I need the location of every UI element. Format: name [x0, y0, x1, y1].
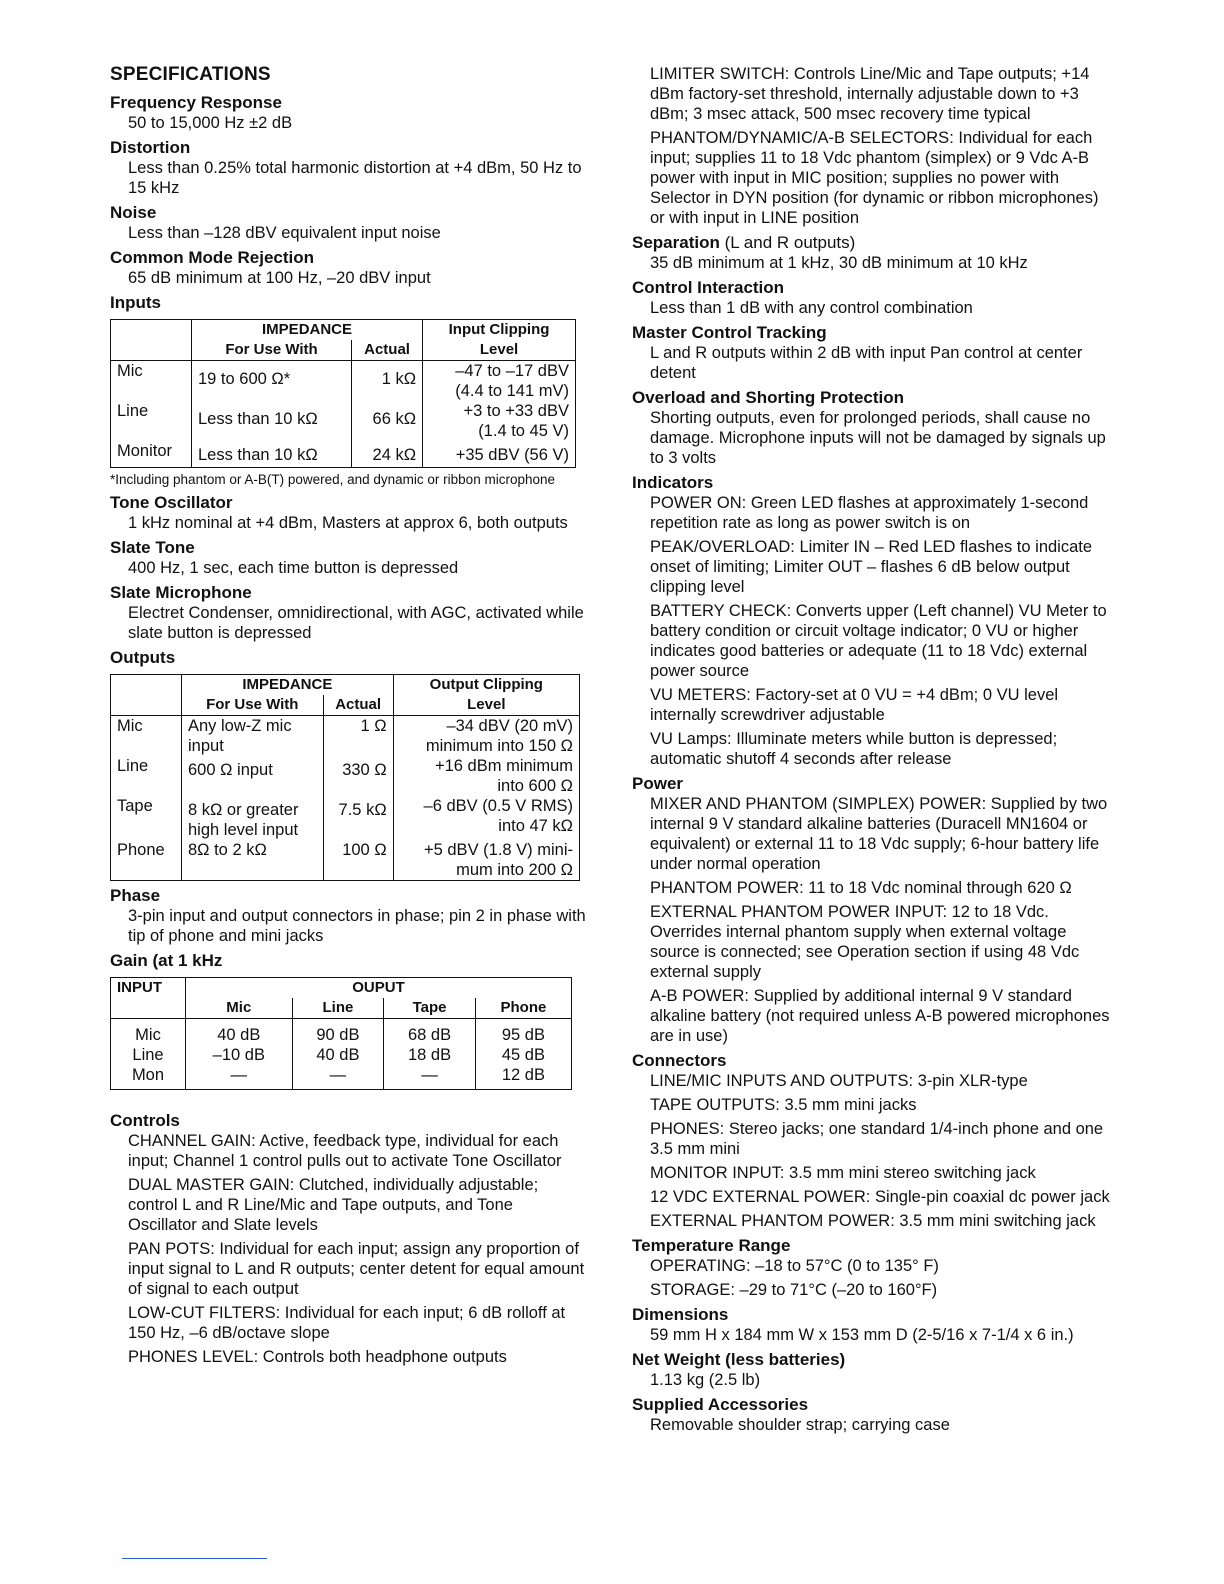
row-label: Phone — [111, 840, 182, 881]
table-cell: 90 dB — [292, 1019, 384, 1046]
row-use-line2: high level input — [188, 821, 299, 839]
row-label: Mon — [111, 1065, 186, 1090]
spec-phase — [110, 885, 586, 946]
spec-heading-suffix: (L and R outputs) — [719, 233, 856, 252]
gain-col-head: Line — [292, 998, 384, 1019]
row-level-line2: minimum into 150 Ω — [425, 737, 573, 755]
spec-master-control-tracking — [632, 322, 1112, 383]
spec-item: PHONES: Stereo jacks; one standard 1/4-inch phone and one 3.5 mm mini — [650, 1120, 1104, 1158]
gain-col-head: Mic — [186, 998, 293, 1019]
row-level-line2: (4.4 to 141 mV) — [455, 382, 569, 400]
row-use: 600 Ω input — [182, 756, 324, 796]
spec-control-interaction — [632, 277, 1112, 318]
table-row — [111, 1065, 572, 1090]
spec-item: PEAK/OVERLOAD: Limiter IN – Red LED flashes to indicate onset of limiting; Limiter OUT – flashes 6 dB below output clipping level — [650, 538, 1093, 596]
row-label: Line — [111, 1045, 186, 1065]
table-cell: 68 dB — [384, 1019, 476, 1046]
spec-heading: Controls — [110, 1111, 180, 1130]
row-level-line1: +16 dBm minimum — [434, 757, 573, 775]
row-use — [182, 796, 324, 840]
spec-heading: Noise — [110, 203, 157, 222]
spec-overload-protection — [632, 387, 1112, 468]
row-label: Line — [111, 401, 192, 441]
table-cell: 40 dB — [186, 1019, 293, 1046]
spec-temperature-range — [632, 1235, 1112, 1300]
row-label: Monitor — [111, 441, 192, 468]
spec-controls — [110, 1110, 586, 1367]
spec-gain — [110, 950, 586, 1090]
row-use-line1: 8 kΩ or greater — [188, 801, 299, 819]
row-level-line1: –6 dBV (0.5 V RMS) — [423, 797, 573, 815]
spec-heading — [632, 232, 1112, 253]
spec-heading: Gain (at 1 kHz — [110, 951, 223, 970]
spec-distortion — [110, 137, 586, 198]
spec-heading: Common Mode Rejection — [110, 248, 315, 267]
inputs-head-level: Level — [479, 341, 519, 358]
spec-tone-oscillator — [110, 492, 586, 533]
spec-indicators — [632, 472, 1112, 769]
row-actual: 1 kΩ — [352, 361, 423, 402]
row-label: Line — [111, 756, 182, 796]
inputs-footnote: *Including phantom or A-B(T) powered, and dynamic or ribbon microphone — [110, 472, 555, 487]
spec-value: 65 dB minimum at 100 Hz, –20 dBV input — [128, 269, 431, 287]
spec-controls-continued — [632, 64, 1112, 228]
row-actual: 330 Ω — [323, 756, 393, 796]
row-level-line2: (1.4 to 45 V) — [478, 422, 569, 440]
row-actual: 24 kΩ — [352, 441, 423, 468]
spec-item: PHANTOM POWER: 11 to 18 Vdc nominal through 620 Ω — [650, 879, 1072, 897]
spec-connectors — [632, 1050, 1112, 1231]
inputs-corner-cell — [111, 320, 192, 361]
gain-head-input: INPUT — [111, 978, 186, 999]
table-row — [111, 361, 576, 402]
outputs-head-clip: Output Clipping — [393, 675, 579, 696]
spec-item: LINE/MIC INPUTS AND OUTPUTS: 3-pin XLR-type — [650, 1072, 1028, 1090]
table-row — [111, 441, 576, 468]
footer-rule — [122, 1558, 267, 1559]
row-level: +35 dBV (56 V) — [455, 446, 569, 464]
spec-heading: Slate Tone — [110, 538, 195, 557]
row-level-line2: into 47 kΩ — [498, 817, 573, 835]
spec-heading: Slate Microphone — [110, 583, 252, 602]
spec-common-mode-rejection — [110, 247, 586, 288]
gain-col-head: Tape — [384, 998, 476, 1019]
row-actual: 66 kΩ — [352, 401, 423, 441]
spec-item: BATTERY CHECK: Converts upper (Left channel) VU Meter to battery condition or circuit voltage indicator; 0 VU or higher indicates good batteries or adequate (11 to 18 Vdc) external power source — [650, 602, 1107, 680]
spec-value: Less than –128 dBV equivalent input noise — [128, 224, 441, 242]
row-use: 19 to 600 Ω* — [192, 361, 352, 402]
row-use: 8Ω to 2 kΩ — [182, 840, 324, 881]
table-cell: 18 dB — [384, 1045, 476, 1065]
spec-heading: Indicators — [632, 473, 714, 492]
row-level — [393, 840, 579, 881]
spec-item: CHANNEL GAIN: Active, feedback type, individual for each input; Channel 1 control pulls out to activate Tone Oscillator — [128, 1132, 562, 1170]
row-level — [423, 401, 576, 441]
table-cell: — — [384, 1065, 476, 1090]
row-level — [393, 796, 579, 840]
row-level-line2: into 600 Ω — [497, 777, 573, 795]
spec-item: EXTERNAL PHANTOM POWER: 3.5 mm mini switching jack — [650, 1212, 1096, 1230]
spec-heading: Master Control Tracking — [632, 323, 827, 342]
spec-item: OPERATING: –18 to 57°C (0 to 135° F) — [650, 1257, 939, 1275]
spec-heading: Inputs — [110, 293, 161, 312]
row-label: Tape — [111, 796, 182, 840]
spec-item: STORAGE: –29 to 71°C (–20 to 160°F) — [650, 1281, 938, 1299]
spec-value: Removable shoulder strap; carrying case — [650, 1416, 950, 1434]
table-row — [111, 1019, 572, 1046]
spec-item: 12 VDC EXTERNAL POWER: Single-pin coaxial dc power jack — [650, 1188, 1110, 1206]
spec-item: MIXER AND PHANTOM (SIMPLEX) POWER: Supplied by two internal 9 V standard alkaline batteries (Duracell MN1604 or equivalent) or external 11 to 18 Vdc supply; 6-hour battery life under normal operation — [650, 795, 1108, 873]
row-level-line1: +3 to +33 dBV — [463, 402, 569, 420]
row-actual: 100 Ω — [323, 840, 393, 881]
row-use-line2: input — [188, 737, 224, 755]
spec-item: POWER ON: Green LED flashes at approximately 1-second repetition rate as long as power switch is on — [650, 494, 1089, 532]
gain-col-head: Phone — [500, 999, 547, 1016]
spec-supplied-accessories — [632, 1394, 1112, 1435]
spec-frequency-response — [110, 92, 586, 133]
spec-noise — [110, 202, 586, 243]
row-actual: 1 Ω — [323, 716, 393, 757]
spec-heading: Outputs — [110, 648, 176, 667]
table-cell: 45 dB — [501, 1046, 545, 1064]
spec-item: PAN POTS: Individual for each input; assign any proportion of input signal to L and R outputs; center detent for equal amount of signal to each output — [128, 1240, 585, 1298]
row-level — [423, 361, 576, 402]
spec-value: 59 mm H x 184 mm W x 153 mm D (2-5/16 x 7-1/4 x 6 in.) — [650, 1326, 1074, 1344]
gain-table — [110, 977, 572, 1090]
row-use-line1: Any low-Z mic — [188, 717, 292, 735]
spec-item: VU Lamps: Illuminate meters while button is depressed; automatic shutoff 4 seconds after release — [650, 730, 1058, 768]
spec-value: 400 Hz, 1 sec, each time button is depressed — [128, 559, 459, 577]
spec-item: DUAL MASTER GAIN: Clutched, individually adjustable; control L and R Line/Mic and Tape outputs, and Tone Oscillator and Slate levels — [128, 1176, 539, 1234]
spec-item: LOW-CUT FILTERS: Individual for each input; 6 dB rolloff at 150 Hz, –6 dB/octave slope — [128, 1304, 566, 1342]
row-label: Mic — [111, 1019, 186, 1046]
spec-heading: Control Interaction — [632, 278, 785, 297]
page-title: SPECIFICATIONS — [110, 64, 271, 85]
table-row — [111, 716, 580, 757]
spec-item: LIMITER SWITCH: Controls Line/Mic and Tape outputs; +14 dBm factory-set threshold, internally adjustable down to +3 dBm; 3 msec attack, 500 msec recovery time typical — [650, 65, 1090, 123]
table-cell: 95 dB — [501, 1026, 545, 1044]
row-label: Mic — [111, 361, 192, 402]
spec-value: L and R outputs within 2 dB with input Pan control at center detent — [650, 344, 1083, 382]
inputs-head-impedance: IMPEDANCE — [262, 321, 353, 338]
spec-item: MONITOR INPUT: 3.5 mm mini stereo switching jack — [650, 1164, 1036, 1182]
row-level — [393, 756, 579, 796]
left-column — [110, 64, 586, 1371]
outputs-table — [110, 674, 580, 881]
right-column — [632, 64, 1112, 1439]
table-cell: 40 dB — [292, 1045, 384, 1065]
row-level-line1: –34 dBV (20 mV) — [446, 717, 573, 735]
outputs-head-actual: Actual — [323, 695, 393, 716]
spec-item: A-B POWER: Supplied by additional internal 9 V standard alkaline battery (not required unless A-B powered microphones are in use) — [650, 987, 1110, 1045]
spec-heading: Temperature Range — [632, 1236, 791, 1255]
spec-value: Electret Condenser, omnidirectional, with AGC, activated while slate button is depressed — [128, 604, 584, 642]
row-use: Less than 10 kΩ — [192, 441, 352, 468]
spec-value: 1.13 kg (2.5 lb) — [650, 1371, 761, 1389]
spec-inputs — [110, 292, 586, 488]
row-level-line1: –47 to –17 dBV — [455, 362, 569, 380]
spec-item: EXTERNAL PHANTOM POWER INPUT: 12 to 18 Vdc. Overrides internal phantom supply when external voltage source is connected; see Operation section if using 48 Vdc external supply — [650, 903, 1080, 981]
spec-heading: Dimensions — [632, 1305, 729, 1324]
inputs-table — [110, 319, 576, 468]
table-cell: 12 dB — [501, 1066, 545, 1084]
table-row — [111, 840, 580, 881]
outputs-head-level: Level — [467, 696, 506, 713]
spec-separation — [632, 232, 1112, 273]
spec-item: VU METERS: Factory-set at 0 VU = +4 dBm; 0 VU level internally screwdriver adjustable — [650, 686, 1059, 724]
outputs-head-use: For Use With — [182, 695, 324, 716]
spec-net-weight — [632, 1349, 1112, 1390]
spec-heading: Frequency Response — [110, 93, 282, 112]
inputs-head-clip: Input Clipping — [423, 320, 576, 341]
spec-heading: Power — [632, 774, 684, 793]
spec-heading: Distortion — [110, 138, 191, 157]
spec-slate-microphone — [110, 582, 586, 643]
spec-heading: Net Weight (less batteries) — [632, 1350, 846, 1369]
spec-value: Less than 1 dB with any control combination — [650, 299, 973, 317]
inputs-head-use: For Use With — [192, 340, 352, 361]
table-row — [111, 401, 576, 441]
outputs-corner-cell — [111, 675, 182, 716]
row-use: Less than 10 kΩ — [192, 401, 352, 441]
spec-heading-bold: Separation — [632, 233, 720, 252]
row-level — [393, 716, 579, 757]
table-row — [111, 1045, 572, 1065]
spec-value: 3-pin input and output connectors in phase; pin 2 in phase with tip of phone and mini jacks — [128, 907, 586, 945]
spec-value: 35 dB minimum at 1 kHz, 30 dB minimum at 10 kHz — [650, 254, 1028, 272]
spec-heading: Tone Oscillator — [110, 493, 233, 512]
inputs-head-actual: Actual — [352, 340, 423, 361]
spec-item: PHANTOM/DYNAMIC/A-B SELECTORS: Individual for each input; supplies 11 to 18 Vdc phantom (simplex) or 9 Vdc A-B power with input in MIC position; supplies no power with Selector in DYN position (for dynamic or ribbon microphones) or with input in LINE position — [650, 129, 1099, 227]
row-use — [182, 716, 324, 757]
spec-heading: Supplied Accessories — [632, 1395, 809, 1414]
spec-value: 1 kHz nominal at +4 dBm, Masters at approx 6, both outputs — [128, 514, 568, 532]
spec-heading: Overload and Shorting Protection — [632, 388, 905, 407]
table-cell: — — [292, 1065, 384, 1090]
gain-head-blank — [111, 998, 186, 1019]
spec-heading: Phase — [110, 886, 161, 905]
spec-slate-tone — [110, 537, 586, 578]
spec-heading: Connectors — [632, 1051, 727, 1070]
spec-outputs — [110, 647, 586, 881]
table-cell: –10 dB — [186, 1045, 293, 1065]
spec-value: Shorting outputs, even for prolonged periods, shall cause no damage. Microphone inputs will not be damaged by signals up to 3 volts — [650, 409, 1106, 467]
table-row — [111, 756, 580, 796]
gain-head-output: OUPUT — [352, 979, 405, 996]
spec-item: PHONES LEVEL: Controls both headphone outputs — [128, 1348, 507, 1366]
outputs-head-impedance: IMPEDANCE — [242, 676, 333, 693]
spec-value: 50 to 15,000 Hz ±2 dB — [128, 114, 293, 132]
spec-dimensions — [632, 1304, 1112, 1345]
row-level-line2: mum into 200 Ω — [456, 861, 573, 879]
table-cell: — — [186, 1065, 293, 1090]
row-level-line1: +5 dBV (1.8 V) mini- — [423, 841, 573, 859]
row-label: Mic — [111, 716, 182, 757]
spec-power — [632, 773, 1112, 1046]
table-row — [111, 796, 580, 840]
spec-value: Less than 0.25% total harmonic distortion at +4 dBm, 50 Hz to 15 kHz — [128, 159, 582, 197]
spec-item: TAPE OUTPUTS: 3.5 mm mini jacks — [650, 1096, 917, 1114]
row-actual: 7.5 kΩ — [323, 796, 393, 840]
